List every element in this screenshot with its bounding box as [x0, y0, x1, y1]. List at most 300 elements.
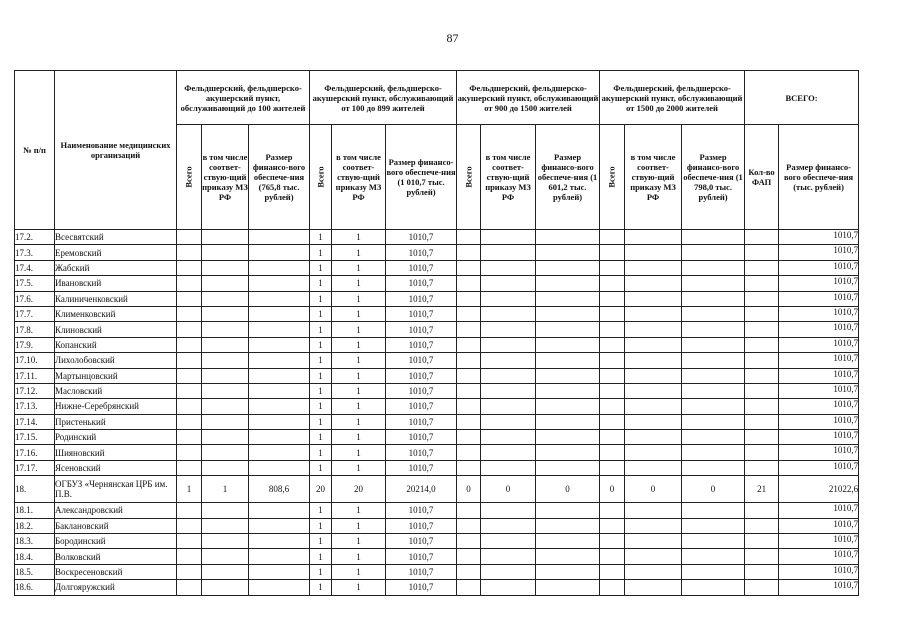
group-3-count-order — [481, 322, 536, 337]
group-1-financing — [249, 549, 310, 564]
header-order-2: в том числе соответ-ствую-щий приказу МЗ РФ — [332, 125, 386, 230]
header-vsego-2: Всего — [310, 125, 332, 230]
financing-total: 1010,7 — [779, 383, 859, 398]
group-3-count-order — [481, 245, 536, 260]
group-4-count-order — [625, 503, 682, 518]
group-2-financing: 1010,7 — [386, 503, 457, 518]
group-3-financing — [536, 383, 600, 398]
header-num: № п/п — [15, 71, 55, 230]
row-number: 17.2. — [15, 230, 55, 245]
financing-total: 1010,7 — [779, 430, 859, 445]
group-1-financing — [249, 276, 310, 291]
header-order-4: в том числе соответ-ствую-щий приказу МЗ РФ — [625, 125, 682, 230]
table-row — [15, 460, 859, 475]
group-4-financing — [682, 549, 745, 564]
group-1-count-total: 1 — [177, 476, 202, 503]
group-4-count-order — [625, 564, 682, 579]
group-3-count-total — [457, 260, 481, 275]
table-row — [15, 549, 859, 564]
organization-name: Нижне-Серебрянский — [55, 399, 177, 414]
group-3-count-total — [457, 580, 481, 595]
group-2-count-total: 1 — [310, 580, 332, 595]
group-1-count-total — [177, 414, 202, 429]
group-2-count-total: 1 — [310, 337, 332, 352]
group-4-count-order — [625, 230, 682, 245]
group-2-count-total: 1 — [310, 414, 332, 429]
group-2-count-order: 1 — [332, 291, 386, 306]
group-3-count-order: 0 — [481, 476, 536, 503]
fap-count: 21 — [745, 476, 779, 503]
group-1-count-total — [177, 445, 202, 460]
group-2-financing: 1010,7 — [386, 368, 457, 383]
group-2-count-total: 1 — [310, 306, 332, 321]
group-4-financing — [682, 460, 745, 475]
group-3-count-total: 0 — [457, 476, 481, 503]
group-4-count-total — [600, 414, 625, 429]
group-4-count-order: 0 — [625, 476, 682, 503]
group-1-financing — [249, 430, 310, 445]
group-1-count-total — [177, 534, 202, 549]
fap-count — [745, 322, 779, 337]
group-3-financing — [536, 245, 600, 260]
group-3-count-total — [457, 245, 481, 260]
header-fin-2: Размер финансо-вого обеспече-ния (1 010,7 тыс. рублей) — [386, 125, 457, 230]
group-3-count-order — [481, 414, 536, 429]
row-number: 17.14. — [15, 414, 55, 429]
group-1-count-total — [177, 337, 202, 352]
group-3-financing — [536, 460, 600, 475]
row-number: 18.1. — [15, 503, 55, 518]
group-1-count-order — [202, 460, 249, 475]
group-1-count-order — [202, 383, 249, 398]
header-fin-total: Размер финансо-вого обеспече-ния (тыс. рублей) — [779, 125, 859, 230]
group-4-financing — [682, 503, 745, 518]
group-3-financing — [536, 291, 600, 306]
row-number: 18.2. — [15, 518, 55, 533]
group-3-count-order — [481, 260, 536, 275]
group-4-count-order — [625, 245, 682, 260]
group-2-count-order: 1 — [332, 260, 386, 275]
financing-total: 1010,7 — [779, 503, 859, 518]
table-row — [15, 322, 859, 337]
organization-name: Ясеновский — [55, 460, 177, 475]
row-number: 18.5. — [15, 564, 55, 579]
group-1-count-total — [177, 399, 202, 414]
row-number: 18.4. — [15, 549, 55, 564]
table-row — [15, 337, 859, 352]
group-4-count-order — [625, 518, 682, 533]
group-1-count-order — [202, 549, 249, 564]
row-number: 17.10. — [15, 353, 55, 368]
organization-name: Лихолобовский — [55, 353, 177, 368]
group-4-financing — [682, 322, 745, 337]
group-1-count-order — [202, 291, 249, 306]
group-4-financing — [682, 306, 745, 321]
row-number: 18.3. — [15, 534, 55, 549]
group-3-count-total — [457, 414, 481, 429]
organization-name: Воскресеновский — [55, 564, 177, 579]
group-3-financing — [536, 368, 600, 383]
header-order-3: в том числе соответ-ствую-щий приказу МЗ РФ — [481, 125, 536, 230]
table-row — [15, 430, 859, 445]
group-4-count-order — [625, 322, 682, 337]
group-3-count-order — [481, 383, 536, 398]
group-2-count-total: 1 — [310, 245, 332, 260]
group-1-financing — [249, 322, 310, 337]
group-4-financing — [682, 445, 745, 460]
group-1-count-total — [177, 306, 202, 321]
fap-count — [745, 580, 779, 595]
group-2-count-order: 1 — [332, 460, 386, 475]
group-2-financing: 1010,7 — [386, 445, 457, 460]
group-2-count-order: 1 — [332, 230, 386, 245]
group-1-count-order: 1 — [202, 476, 249, 503]
group-3-count-total — [457, 230, 481, 245]
group-4-financing — [682, 534, 745, 549]
table-row — [15, 260, 859, 275]
group-3-count-order — [481, 337, 536, 352]
header-group-1: Фельдшерский, фельдшерско-акушерский пункт, обслуживающий до 100 жителей — [177, 71, 310, 125]
group-4-count-total — [600, 306, 625, 321]
group-4-financing — [682, 230, 745, 245]
group-4-count-total — [600, 445, 625, 460]
group-1-count-order — [202, 337, 249, 352]
financing-total: 1010,7 — [779, 337, 859, 352]
financing-total: 1010,7 — [779, 260, 859, 275]
group-1-count-order — [202, 399, 249, 414]
group-3-financing — [536, 306, 600, 321]
fap-count — [745, 564, 779, 579]
row-number: 17.4. — [15, 260, 55, 275]
group-4-count-total — [600, 353, 625, 368]
group-2-count-order: 1 — [332, 503, 386, 518]
group-3-count-total — [457, 430, 481, 445]
financing-total: 1010,7 — [779, 460, 859, 475]
header-vsego-3: Всего — [457, 125, 481, 230]
group-3-financing — [536, 534, 600, 549]
group-2-count-order: 1 — [332, 368, 386, 383]
table-row — [15, 445, 859, 460]
group-4-financing: 0 — [682, 476, 745, 503]
group-4-count-order — [625, 460, 682, 475]
table-row — [15, 245, 859, 260]
group-3-financing — [536, 549, 600, 564]
table-row — [15, 353, 859, 368]
fap-count — [745, 353, 779, 368]
row-number: 17.16. — [15, 445, 55, 460]
group-1-count-total — [177, 503, 202, 518]
group-2-count-total: 1 — [310, 230, 332, 245]
organization-name: Калиниченковский — [55, 291, 177, 306]
table-row — [15, 291, 859, 306]
row-number: 17.9. — [15, 337, 55, 352]
row-number: 18.6. — [15, 580, 55, 595]
group-3-count-total — [457, 368, 481, 383]
financing-total: 1010,7 — [779, 291, 859, 306]
group-4-financing — [682, 368, 745, 383]
group-1-count-total — [177, 230, 202, 245]
group-3-financing — [536, 230, 600, 245]
financing-total: 1010,7 — [779, 399, 859, 414]
group-3-financing: 0 — [536, 476, 600, 503]
group-2-financing: 1010,7 — [386, 534, 457, 549]
group-3-count-order — [481, 230, 536, 245]
group-4-count-order — [625, 260, 682, 275]
group-3-count-order — [481, 291, 536, 306]
row-number: 17.13. — [15, 399, 55, 414]
group-4-financing — [682, 353, 745, 368]
group-2-count-total: 1 — [310, 445, 332, 460]
group-1-count-total — [177, 430, 202, 445]
group-2-financing: 1010,7 — [386, 518, 457, 533]
group-4-count-total — [600, 503, 625, 518]
table-row — [15, 399, 859, 414]
group-1-financing — [249, 503, 310, 518]
group-3-count-order — [481, 564, 536, 579]
group-1-financing — [249, 460, 310, 475]
group-2-count-order: 1 — [332, 430, 386, 445]
group-1-count-order — [202, 245, 249, 260]
group-4-financing — [682, 260, 745, 275]
row-number: 17.15. — [15, 430, 55, 445]
group-1-count-order — [202, 430, 249, 445]
group-4-count-total — [600, 260, 625, 275]
group-1-financing — [249, 564, 310, 579]
group-2-count-order: 1 — [332, 549, 386, 564]
group-1-count-total — [177, 460, 202, 475]
organization-name: Баклановский — [55, 518, 177, 533]
group-2-count-total: 1 — [310, 322, 332, 337]
group-3-financing — [536, 276, 600, 291]
group-1-financing — [249, 518, 310, 533]
group-3-financing — [536, 430, 600, 445]
group-3-financing — [536, 503, 600, 518]
organization-name: Всесвятский — [55, 230, 177, 245]
organization-name: Ивановский — [55, 276, 177, 291]
group-4-count-total — [600, 430, 625, 445]
group-3-count-order — [481, 503, 536, 518]
group-4-financing — [682, 276, 745, 291]
table-header — [15, 71, 859, 230]
group-2-count-total: 1 — [310, 549, 332, 564]
group-1-count-total — [177, 291, 202, 306]
financing-total: 1010,7 — [779, 414, 859, 429]
fap-count — [745, 503, 779, 518]
group-3-count-total — [457, 399, 481, 414]
group-4-financing — [682, 383, 745, 398]
organization-name: Жабский — [55, 260, 177, 275]
group-2-count-total: 1 — [310, 460, 332, 475]
group-2-financing: 1010,7 — [386, 564, 457, 579]
header-vsego-4: Всего — [600, 125, 625, 230]
group-4-count-total — [600, 337, 625, 352]
row-number: 18. — [15, 476, 55, 503]
header-fin-1: Размер финансо-вого обеспече-ния (765,8 тыс. рублей) — [249, 125, 310, 230]
organization-name: Родинский — [55, 430, 177, 445]
group-2-financing: 1010,7 — [386, 245, 457, 260]
row-number: 17.5. — [15, 276, 55, 291]
group-4-count-total — [600, 383, 625, 398]
group-4-count-total: 0 — [600, 476, 625, 503]
group-1-count-order — [202, 260, 249, 275]
group-4-count-order — [625, 445, 682, 460]
group-1-financing — [249, 245, 310, 260]
financing-total: 1010,7 — [779, 445, 859, 460]
group-1-financing — [249, 580, 310, 595]
group-2-financing: 20214,0 — [386, 476, 457, 503]
group-1-financing — [249, 291, 310, 306]
group-1-financing — [249, 368, 310, 383]
group-1-count-order — [202, 414, 249, 429]
header-group-3: Фельдшерский, фельдшерско-акушерский пункт, обслуживающий от 900 до 1500 жителей — [457, 71, 600, 125]
group-4-count-order — [625, 291, 682, 306]
table-row — [15, 276, 859, 291]
organization-name: Клименковский — [55, 306, 177, 321]
table-row — [15, 306, 859, 321]
financing-total: 1010,7 — [779, 230, 859, 245]
fap-count — [745, 230, 779, 245]
group-3-financing — [536, 445, 600, 460]
group-1-count-total — [177, 368, 202, 383]
row-number: 17.8. — [15, 322, 55, 337]
group-2-count-order: 1 — [332, 322, 386, 337]
table-row — [15, 534, 859, 549]
fap-count — [745, 460, 779, 475]
group-2-count-total: 20 — [310, 476, 332, 503]
group-4-financing — [682, 580, 745, 595]
row-number: 17.7. — [15, 306, 55, 321]
financing-total: 21022,6 — [779, 476, 859, 503]
table-row — [15, 230, 859, 245]
group-1-count-order — [202, 353, 249, 368]
group-3-count-order — [481, 399, 536, 414]
group-4-count-total — [600, 368, 625, 383]
organization-name: Пристенький — [55, 414, 177, 429]
group-2-count-order: 1 — [332, 383, 386, 398]
financing-total: 1010,7 — [779, 322, 859, 337]
group-3-count-order — [481, 518, 536, 533]
group-2-count-total: 1 — [310, 368, 332, 383]
group-3-financing — [536, 322, 600, 337]
group-3-count-total — [457, 353, 481, 368]
group-2-count-total: 1 — [310, 503, 332, 518]
fap-count — [745, 445, 779, 460]
group-1-count-order — [202, 518, 249, 533]
group-1-count-order — [202, 322, 249, 337]
financing-total: 1010,7 — [779, 534, 859, 549]
financing-total: 1010,7 — [779, 518, 859, 533]
group-3-count-order — [481, 445, 536, 460]
group-3-financing — [536, 399, 600, 414]
group-2-count-order: 1 — [332, 399, 386, 414]
table-row — [15, 368, 859, 383]
group-3-count-order — [481, 353, 536, 368]
group-2-count-total: 1 — [310, 353, 332, 368]
group-4-count-order — [625, 383, 682, 398]
row-number: 17.3. — [15, 245, 55, 260]
table-row — [15, 564, 859, 579]
group-1-count-order — [202, 230, 249, 245]
header-total-group: ВСЕГО: — [745, 71, 859, 125]
group-1-financing — [249, 383, 310, 398]
group-1-financing — [249, 445, 310, 460]
group-3-financing — [536, 260, 600, 275]
group-1-financing: 808,6 — [249, 476, 310, 503]
organization-name: Бородинский — [55, 534, 177, 549]
table-row — [15, 503, 859, 518]
group-1-count-total — [177, 245, 202, 260]
group-4-count-total — [600, 322, 625, 337]
group-4-count-order — [625, 414, 682, 429]
group-1-count-total — [177, 564, 202, 579]
group-1-count-order — [202, 534, 249, 549]
group-4-count-total — [600, 276, 625, 291]
group-2-financing: 1010,7 — [386, 383, 457, 398]
group-2-count-total: 1 — [310, 430, 332, 445]
row-number: 17.11. — [15, 368, 55, 383]
group-3-financing — [536, 518, 600, 533]
group-2-financing: 1010,7 — [386, 460, 457, 475]
fap-count — [745, 368, 779, 383]
group-1-count-order — [202, 306, 249, 321]
group-2-financing: 1010,7 — [386, 291, 457, 306]
group-1-count-order — [202, 276, 249, 291]
organization-name: Волковский — [55, 549, 177, 564]
organization-name: Мартынцовский — [55, 368, 177, 383]
header-fin-4: Размер финансо-вого обеспече-ния (1 798,0 тыс. рублей) — [682, 125, 745, 230]
header-fin-3: Размер финансо-вого обеспече-ния (1 601,2 тыс. рублей) — [536, 125, 600, 230]
group-2-financing: 1010,7 — [386, 337, 457, 352]
group-2-count-total: 1 — [310, 518, 332, 533]
financing-total: 1010,7 — [779, 353, 859, 368]
group-2-count-total: 1 — [310, 291, 332, 306]
group-3-count-total — [457, 322, 481, 337]
group-4-count-order — [625, 353, 682, 368]
page-number: 87 — [446, 31, 459, 45]
group-4-financing — [682, 245, 745, 260]
group-3-count-order — [481, 580, 536, 595]
table-body — [15, 230, 859, 596]
group-4-count-order — [625, 534, 682, 549]
organization-name: Копанский — [55, 337, 177, 352]
financing-total: 1010,7 — [779, 564, 859, 579]
group-3-count-order — [481, 276, 536, 291]
group-4-count-total — [600, 399, 625, 414]
group-1-financing — [249, 353, 310, 368]
group-2-financing: 1010,7 — [386, 580, 457, 595]
group-3-count-total — [457, 291, 481, 306]
group-2-count-order: 1 — [332, 306, 386, 321]
group-4-count-total — [600, 549, 625, 564]
group-1-count-total — [177, 276, 202, 291]
group-4-financing — [682, 291, 745, 306]
group-1-count-total — [177, 383, 202, 398]
group-2-count-total: 1 — [310, 399, 332, 414]
fap-count — [745, 549, 779, 564]
group-1-count-order — [202, 368, 249, 383]
group-4-count-order — [625, 337, 682, 352]
group-1-count-order — [202, 580, 249, 595]
row-number: 17.12. — [15, 383, 55, 398]
group-3-count-order — [481, 534, 536, 549]
fap-count — [745, 518, 779, 533]
fap-count — [745, 383, 779, 398]
header-vsego-1: Всего — [177, 125, 202, 230]
fap-count — [745, 414, 779, 429]
group-3-financing — [536, 414, 600, 429]
financing-table — [14, 70, 859, 596]
group-3-count-total — [457, 518, 481, 533]
